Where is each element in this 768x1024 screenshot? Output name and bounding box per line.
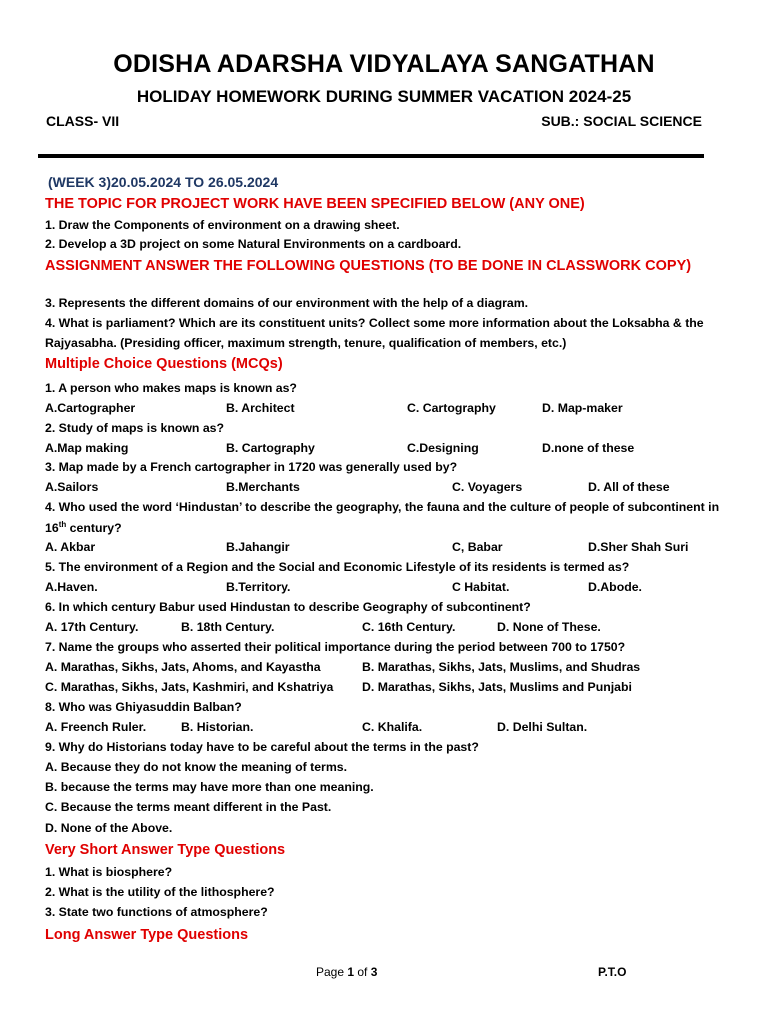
mcq-option: B. Cartography bbox=[226, 441, 315, 455]
mcq-option: A.Map making bbox=[45, 441, 129, 455]
mcq-question: 3. Map made by a French cartographer in 1720 was generally used by? bbox=[45, 460, 458, 474]
mcq-question-continued bbox=[45, 520, 122, 535]
mcq-option: D. None of the Above. bbox=[45, 821, 173, 835]
page-prefix: Page bbox=[316, 965, 348, 979]
mcq-option: A. Akbar bbox=[45, 540, 96, 554]
mcq-option: A.Cartographer bbox=[45, 401, 136, 415]
assignment-heading: ASSIGNMENT ANSWER THE FOLLOWING QUESTIONS (TO BE DONE IN CLASSWORK COPY) bbox=[45, 258, 692, 274]
mcq-question: 9. Why do Historians today have to be careful about the terms in the past? bbox=[45, 740, 479, 754]
week-range: (WEEK 3)20.05.2024 TO 26.05.2024 bbox=[48, 174, 279, 190]
mcq-option: C. 16th Century. bbox=[362, 620, 456, 634]
subject-label: SUB.: SOCIAL SCIENCE bbox=[541, 113, 702, 129]
mcq-option: C.Designing bbox=[407, 441, 479, 455]
mcq-option: D. All of these bbox=[588, 480, 670, 494]
project-heading: THE TOPIC FOR PROJECT WORK HAVE BEEN SPECIFIED BELOW (ANY ONE) bbox=[45, 196, 585, 212]
page-of: of bbox=[354, 965, 371, 979]
mcq-question: 5. The environment of a Region and the Social and Economic Lifestyle of its residents is termed as? bbox=[45, 560, 630, 574]
mcq-option: B.Merchants bbox=[226, 480, 300, 494]
mcq-option: B. 18th Century. bbox=[181, 620, 275, 634]
mcq-option: A. 17th Century. bbox=[45, 620, 139, 634]
mcq-option: A. Marathas, Sikhs, Jats, Ahoms, and Kayastha bbox=[45, 660, 321, 674]
project-item: 2. Develop a 3D project on some Natural Environments on a cardboard. bbox=[45, 237, 462, 251]
mcq-option: C. Because the terms meant different in the Past. bbox=[45, 800, 332, 814]
mcq-option: B. Historian. bbox=[181, 720, 254, 734]
century-text: century? bbox=[66, 521, 122, 536]
vsa-heading: Very Short Answer Type Questions bbox=[45, 842, 286, 858]
mcq-option: B.Jahangir bbox=[226, 540, 290, 554]
mcq-option: D. Marathas, Sikhs, Jats, Muslims and Punjabi bbox=[362, 680, 632, 694]
assignment-question: 3. Represents the different domains of our environment with the help of a diagram. bbox=[45, 296, 529, 310]
mcq-option: A.Sailors bbox=[45, 480, 99, 494]
mcq-option: B. because the terms may have more than one meaning. bbox=[45, 780, 374, 794]
page-current: 1 bbox=[347, 965, 355, 979]
mcq-heading: Multiple Choice Questions (MCQs) bbox=[45, 356, 283, 372]
vsa-question: 2. What is the utility of the lithosphere? bbox=[45, 885, 275, 899]
header-divider bbox=[38, 154, 704, 158]
mcq-option: D.Sher Shah Suri bbox=[588, 540, 689, 554]
mcq-option: C. Khalifa. bbox=[362, 720, 423, 734]
mcq-question: 1. A person who makes maps is known as? bbox=[45, 381, 297, 395]
page-number bbox=[316, 965, 377, 979]
mcq-option: D. None of These. bbox=[497, 620, 601, 634]
mcq-option: A. Freench Ruler. bbox=[45, 720, 147, 734]
vsa-question: 3. State two functions of atmosphere? bbox=[45, 905, 268, 919]
long-answer-heading: Long Answer Type Questions bbox=[45, 927, 249, 943]
page-subtitle: HOLIDAY HOMEWORK DURING SUMMER VACATION 2024-25 bbox=[136, 87, 632, 106]
mcq-question: 8. Who was Ghiyasuddin Balban? bbox=[45, 700, 242, 714]
mcq-option: D. Delhi Sultan. bbox=[497, 720, 588, 734]
mcq-option: B.Territory. bbox=[226, 580, 291, 594]
century-number: 16 bbox=[45, 521, 59, 536]
mcq-option: C Habitat. bbox=[452, 580, 510, 594]
mcq-option: A.Haven. bbox=[45, 580, 98, 594]
project-item: 1. Draw the Components of environment on a drawing sheet. bbox=[45, 218, 400, 232]
mcq-option: B. Marathas, Sikhs, Jats, Muslims, and Shudras bbox=[362, 660, 641, 674]
mcq-option: D.Abode. bbox=[588, 580, 642, 594]
vsa-question: 1. What is biosphere? bbox=[45, 865, 173, 879]
mcq-question: 2. Study of maps is known as? bbox=[45, 421, 225, 435]
century-suffix: th bbox=[58, 520, 67, 529]
mcq-option: A. Because they do not know the meaning of terms. bbox=[45, 760, 348, 774]
mcq-option: C. Voyagers bbox=[452, 480, 523, 494]
mcq-option: C. Marathas, Sikhs, Jats, Kashmiri, and Kshatriya bbox=[45, 680, 334, 694]
pto-label: P.T.O bbox=[598, 965, 627, 979]
mcq-option: B. Architect bbox=[226, 401, 295, 415]
mcq-option: D.none of these bbox=[542, 441, 635, 455]
page-title: ODISHA ADARSHA VIDYALAYA SANGATHAN bbox=[113, 50, 655, 78]
assignment-question: 4. What is parliament? Which are its constituent units? Collect some more information about the Loksabha & the bbox=[45, 316, 704, 330]
mcq-option: D. Map-maker bbox=[542, 401, 623, 415]
page-total: 3 bbox=[370, 965, 378, 979]
mcq-option: C, Babar bbox=[452, 540, 503, 554]
mcq-question: 6. In which century Babur used Hindustan to describe Geography of subcontinent? bbox=[45, 600, 531, 614]
assignment-question-continued: Rajyasabha. (Presiding officer, maximum strength, tenure, qualification of members, etc.) bbox=[45, 336, 567, 350]
mcq-question: 7. Name the groups who asserted their political importance during the period between 700 to 1750? bbox=[45, 640, 626, 654]
mcq-question: 4. Who used the word ‘Hindustan’ to describe the geography, the fauna and the culture of people of subcontinent in bbox=[45, 500, 720, 514]
mcq-option: C. Cartography bbox=[407, 401, 496, 415]
class-label: CLASS- VII bbox=[46, 113, 120, 129]
